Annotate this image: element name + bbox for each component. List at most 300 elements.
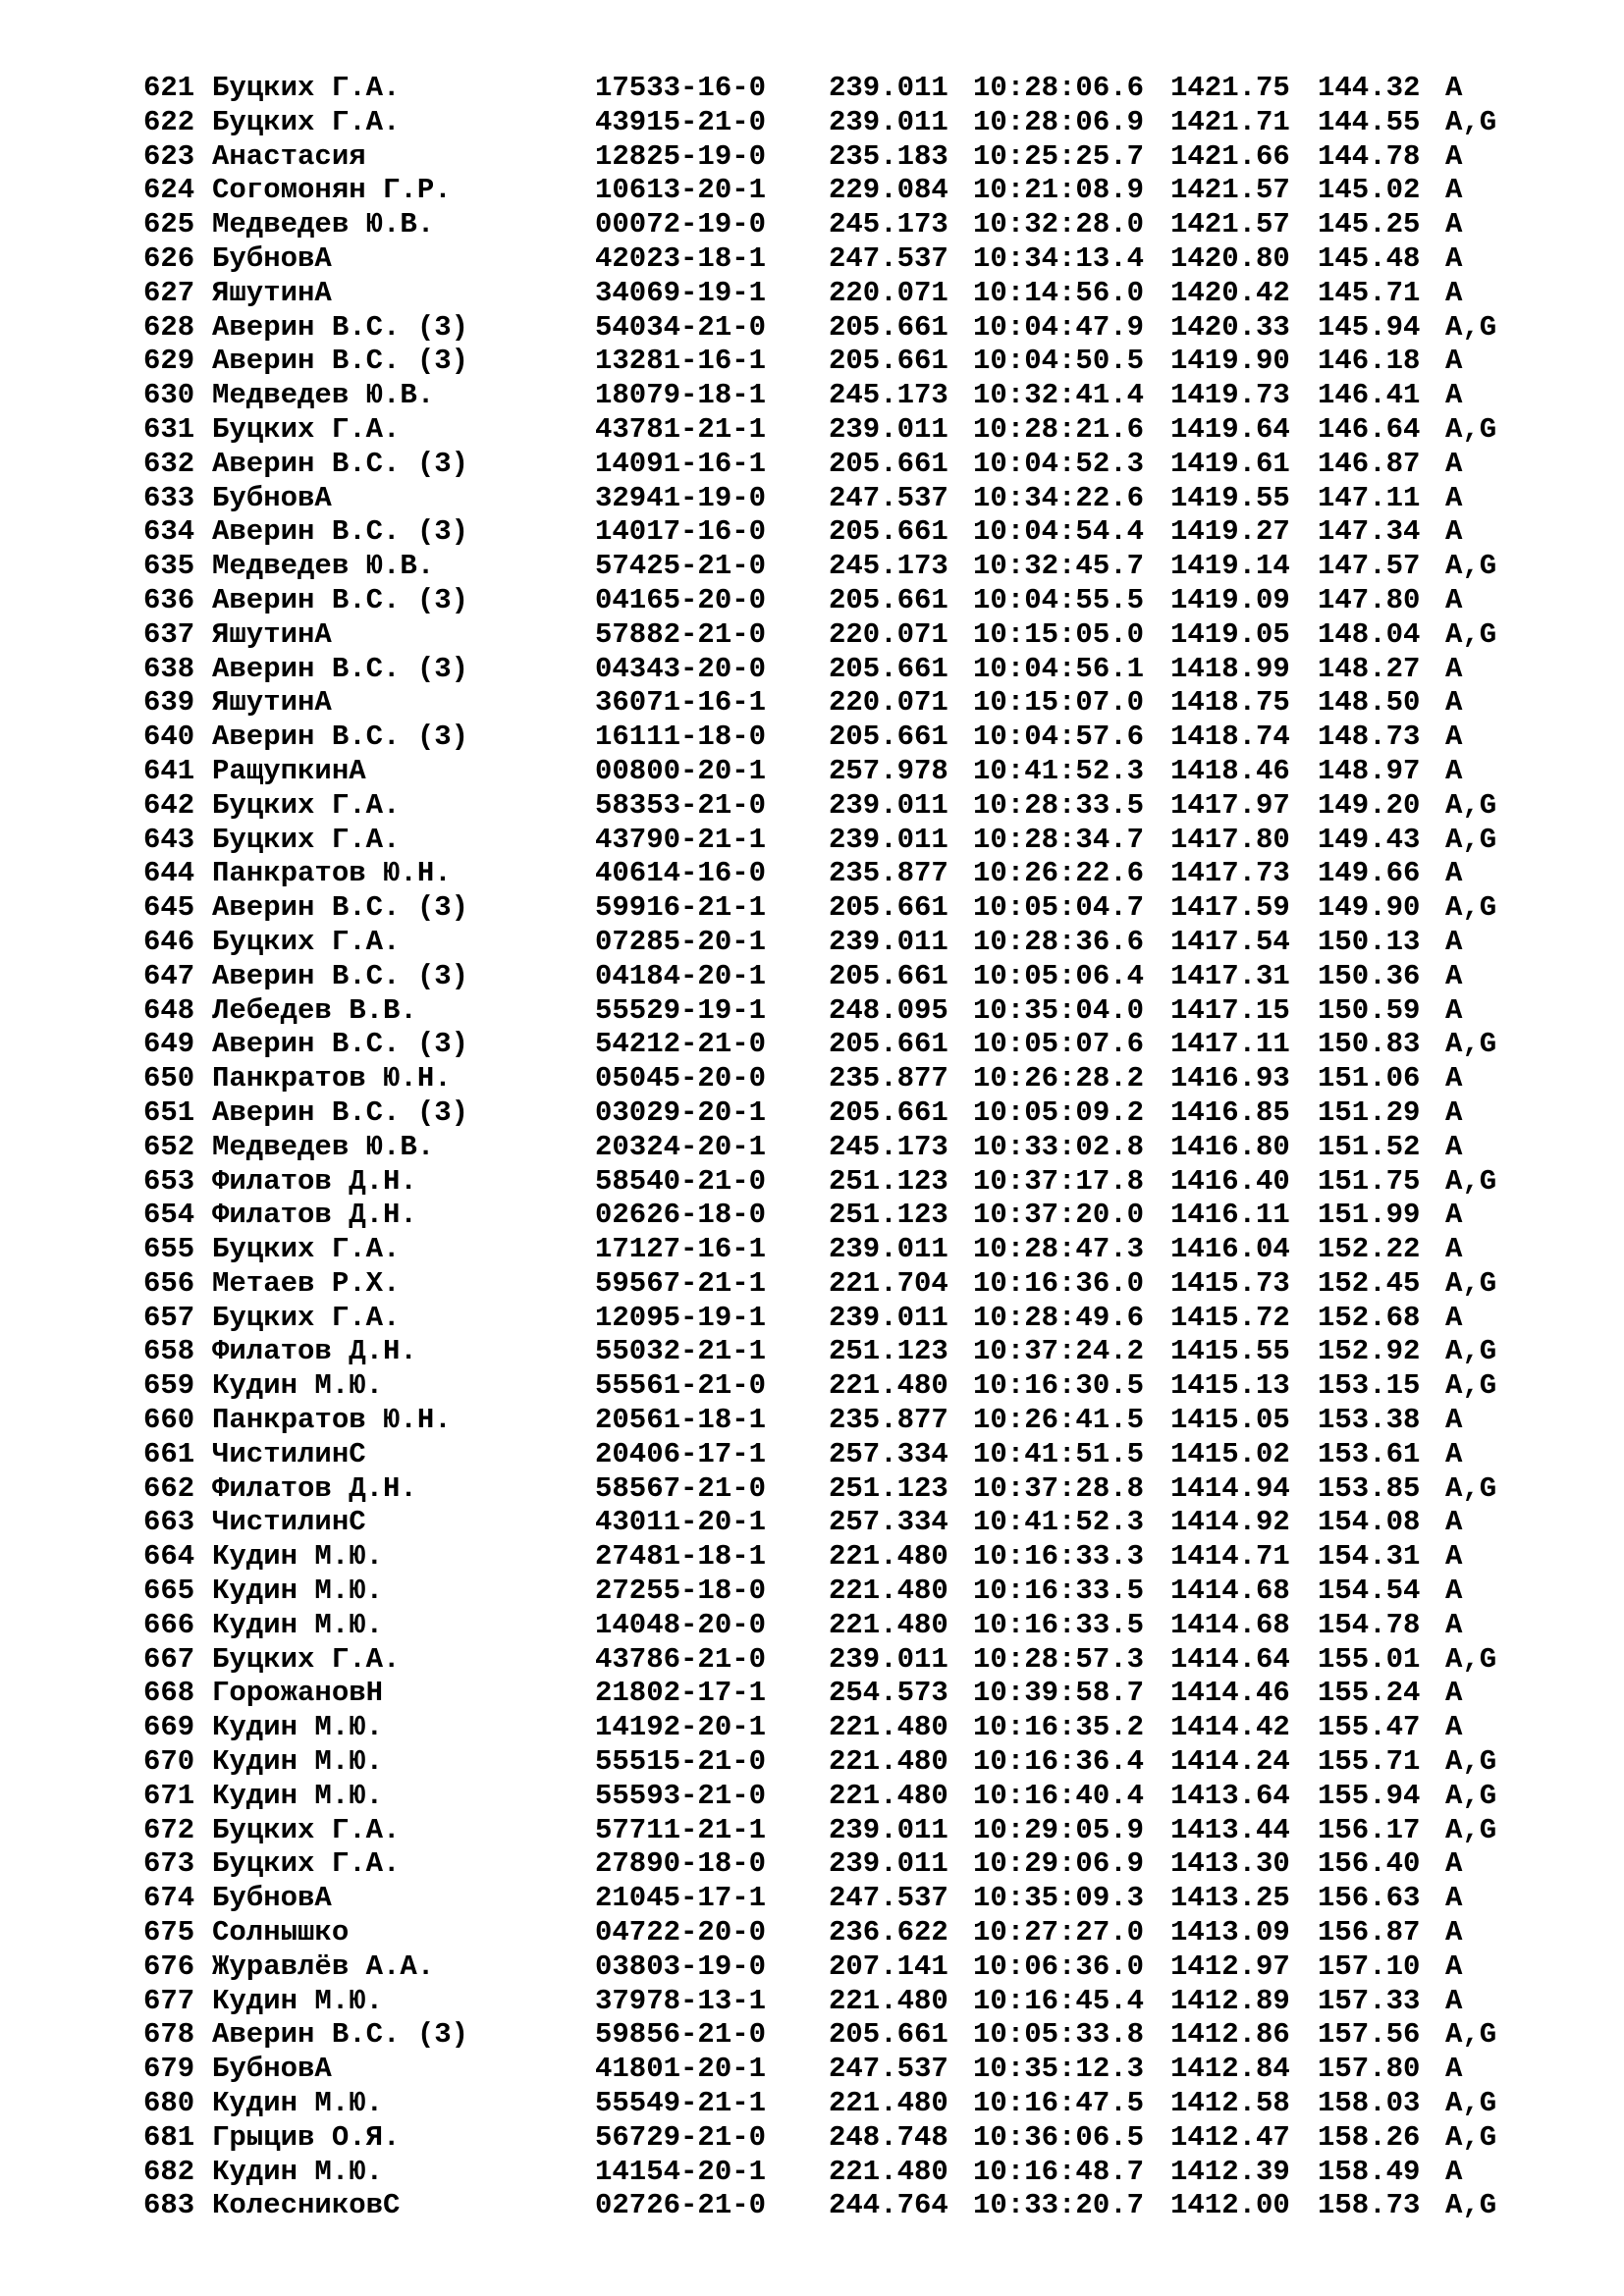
flag-cell: A bbox=[1445, 652, 1463, 685]
ring-number-cell: 17533-16-0 bbox=[595, 72, 767, 104]
speed-cell: 1417.54 bbox=[1170, 925, 1290, 958]
arrival-time-cell: 10:05:09.2 bbox=[973, 1095, 1145, 1129]
coefficient-cell: 158.73 bbox=[1318, 2189, 1421, 2222]
distance-cell: 247.537 bbox=[829, 1882, 948, 1915]
arrival-time-cell: 10:28:34.7 bbox=[973, 823, 1145, 856]
place-cell: 682 bbox=[143, 2155, 195, 2188]
fancier-name-cell: Медведев Ю.В. bbox=[212, 379, 435, 412]
place-cell: 672 bbox=[143, 1813, 195, 1846]
arrival-time-cell: 10:39:58.7 bbox=[973, 1677, 1145, 1710]
place-cell: 641 bbox=[143, 754, 195, 787]
ring-number-cell: 58353-21-0 bbox=[595, 788, 767, 822]
table-row bbox=[143, 1985, 1524, 2019]
fancier-name-cell: БубновА bbox=[212, 2053, 332, 2086]
fancier-name-cell: Медведев Ю.В. bbox=[212, 550, 435, 583]
place-cell: 680 bbox=[143, 2087, 195, 2120]
flag-cell: A bbox=[1445, 1677, 1463, 1710]
fancier-name-cell: Кудин М.Ю. bbox=[212, 1711, 384, 1744]
arrival-time-cell: 10:04:57.6 bbox=[973, 721, 1145, 754]
coefficient-cell: 151.29 bbox=[1318, 1095, 1421, 1129]
speed-cell: 1415.55 bbox=[1170, 1335, 1290, 1368]
fancier-name-cell: Буцких Г.А. bbox=[212, 1642, 401, 1676]
place-cell: 662 bbox=[143, 1471, 195, 1505]
place-cell: 645 bbox=[143, 891, 195, 925]
coefficient-cell: 154.31 bbox=[1318, 1540, 1421, 1574]
fancier-name-cell: Аверин В.С. (3) bbox=[212, 721, 469, 754]
ring-number-cell: 20561-18-1 bbox=[595, 1404, 767, 1437]
distance-cell: 257.334 bbox=[829, 1437, 948, 1470]
distance-cell: 221.480 bbox=[829, 1779, 948, 1812]
coefficient-cell: 158.26 bbox=[1318, 2120, 1421, 2154]
flag-cell: A bbox=[1445, 1984, 1463, 2017]
place-cell: 652 bbox=[143, 1130, 195, 1163]
arrival-time-cell: 10:15:05.0 bbox=[973, 617, 1145, 651]
speed-cell: 1414.92 bbox=[1170, 1506, 1290, 1539]
flag-cell: A,G bbox=[1445, 1471, 1497, 1505]
coefficient-cell: 156.63 bbox=[1318, 1882, 1421, 1915]
distance-cell: 205.661 bbox=[829, 447, 948, 480]
arrival-time-cell: 10:37:17.8 bbox=[973, 1164, 1145, 1198]
fancier-name-cell: Грыцив О.Я. bbox=[212, 2120, 401, 2154]
coefficient-cell: 146.18 bbox=[1318, 345, 1421, 378]
distance-cell: 239.011 bbox=[829, 925, 948, 958]
arrival-time-cell: 10:32:41.4 bbox=[973, 379, 1145, 412]
place-cell: 626 bbox=[143, 241, 195, 275]
distance-cell: 239.011 bbox=[829, 105, 948, 138]
flag-cell: A bbox=[1445, 1095, 1463, 1129]
speed-cell: 1414.68 bbox=[1170, 1575, 1290, 1608]
distance-cell: 205.661 bbox=[829, 345, 948, 378]
place-cell: 639 bbox=[143, 686, 195, 720]
ring-number-cell: 14048-20-0 bbox=[595, 1608, 767, 1641]
arrival-time-cell: 10:25:25.7 bbox=[973, 139, 1145, 173]
flag-cell: A,G bbox=[1445, 550, 1497, 583]
table-row bbox=[143, 1131, 1524, 1165]
arrival-time-cell: 10:16:33.5 bbox=[973, 1575, 1145, 1608]
fancier-name-cell: РащупкинА bbox=[212, 754, 366, 787]
fancier-name-cell: Буцких Г.А. bbox=[212, 412, 401, 446]
table-row bbox=[143, 1609, 1524, 1643]
arrival-time-cell: 10:36:06.5 bbox=[973, 2120, 1145, 2154]
table-row bbox=[143, 1506, 1524, 1540]
distance-cell: 221.480 bbox=[829, 1608, 948, 1641]
distance-cell: 220.071 bbox=[829, 276, 948, 309]
ring-number-cell: 21045-17-1 bbox=[595, 1882, 767, 1915]
speed-cell: 1413.25 bbox=[1170, 1882, 1290, 1915]
distance-cell: 257.978 bbox=[829, 754, 948, 787]
ring-number-cell: 04184-20-1 bbox=[595, 959, 767, 992]
speed-cell: 1412.58 bbox=[1170, 2087, 1290, 2120]
arrival-time-cell: 10:35:12.3 bbox=[973, 2053, 1145, 2086]
table-row bbox=[143, 1575, 1524, 1609]
speed-cell: 1419.64 bbox=[1170, 412, 1290, 446]
arrival-time-cell: 10:04:56.1 bbox=[973, 652, 1145, 685]
place-cell: 650 bbox=[143, 1062, 195, 1095]
speed-cell: 1421.71 bbox=[1170, 105, 1290, 138]
table-row bbox=[143, 857, 1524, 891]
fancier-name-cell: ЧистилинС bbox=[212, 1506, 366, 1539]
distance-cell: 254.573 bbox=[829, 1677, 948, 1710]
fancier-name-cell: Филатов Д.Н. bbox=[212, 1471, 417, 1505]
coefficient-cell: 151.75 bbox=[1318, 1164, 1421, 1198]
ring-number-cell: 27890-18-0 bbox=[595, 1847, 767, 1881]
speed-cell: 1416.04 bbox=[1170, 1233, 1290, 1266]
table-row bbox=[143, 1233, 1524, 1267]
fancier-name-cell: Буцких Г.А. bbox=[212, 925, 401, 958]
table-row bbox=[143, 1780, 1524, 1814]
arrival-time-cell: 10:37:20.0 bbox=[973, 1199, 1145, 1232]
ring-number-cell: 03803-19-0 bbox=[595, 1949, 767, 1983]
coefficient-cell: 155.01 bbox=[1318, 1642, 1421, 1676]
coefficient-cell: 144.78 bbox=[1318, 139, 1421, 173]
place-cell: 673 bbox=[143, 1847, 195, 1881]
arrival-time-cell: 10:26:41.5 bbox=[973, 1404, 1145, 1437]
coefficient-cell: 148.97 bbox=[1318, 754, 1421, 787]
arrival-time-cell: 10:16:45.4 bbox=[973, 1984, 1145, 2017]
coefficient-cell: 149.43 bbox=[1318, 823, 1421, 856]
place-cell: 624 bbox=[143, 174, 195, 207]
place-cell: 675 bbox=[143, 1916, 195, 1949]
coefficient-cell: 156.17 bbox=[1318, 1813, 1421, 1846]
fancier-name-cell: Филатов Д.Н. bbox=[212, 1164, 417, 1198]
distance-cell: 220.071 bbox=[829, 617, 948, 651]
fancier-name-cell: Аверин В.С. (3) bbox=[212, 959, 469, 992]
distance-cell: 257.334 bbox=[829, 1506, 948, 1539]
speed-cell: 1417.11 bbox=[1170, 1028, 1290, 1061]
ring-number-cell: 20406-17-1 bbox=[595, 1437, 767, 1470]
speed-cell: 1418.99 bbox=[1170, 652, 1290, 685]
distance-cell: 205.661 bbox=[829, 721, 948, 754]
coefficient-cell: 150.59 bbox=[1318, 993, 1421, 1027]
fancier-name-cell: ЯшутинА bbox=[212, 276, 332, 309]
fancier-name-cell: Согомонян Г.Р. bbox=[212, 174, 452, 207]
coefficient-cell: 152.45 bbox=[1318, 1266, 1421, 1300]
coefficient-cell: 153.61 bbox=[1318, 1437, 1421, 1470]
speed-cell: 1416.40 bbox=[1170, 1164, 1290, 1198]
coefficient-cell: 155.24 bbox=[1318, 1677, 1421, 1710]
coefficient-cell: 150.13 bbox=[1318, 925, 1421, 958]
distance-cell: 239.011 bbox=[829, 72, 948, 104]
arrival-time-cell: 10:29:06.9 bbox=[973, 1847, 1145, 1881]
coefficient-cell: 148.04 bbox=[1318, 617, 1421, 651]
table-row bbox=[143, 1062, 1524, 1096]
distance-cell: 221.480 bbox=[829, 1540, 948, 1574]
fancier-name-cell: Кудин М.Ю. bbox=[212, 1540, 384, 1574]
coefficient-cell: 157.33 bbox=[1318, 1984, 1421, 2017]
speed-cell: 1419.05 bbox=[1170, 617, 1290, 651]
table-row bbox=[143, 1438, 1524, 1472]
arrival-time-cell: 10:41:52.3 bbox=[973, 754, 1145, 787]
table-row bbox=[143, 1540, 1524, 1575]
table-row bbox=[143, 242, 1524, 277]
ring-number-cell: 14192-20-1 bbox=[595, 1711, 767, 1744]
distance-cell: 205.661 bbox=[829, 310, 948, 344]
coefficient-cell: 155.71 bbox=[1318, 1745, 1421, 1779]
fancier-name-cell: Аверин В.С. (3) bbox=[212, 310, 469, 344]
ring-number-cell: 43781-21-1 bbox=[595, 412, 767, 446]
arrival-time-cell: 10:32:45.7 bbox=[973, 550, 1145, 583]
place-cell: 659 bbox=[143, 1369, 195, 1403]
arrival-time-cell: 10:33:02.8 bbox=[973, 1130, 1145, 1163]
arrival-time-cell: 10:21:08.9 bbox=[973, 174, 1145, 207]
place-cell: 676 bbox=[143, 1949, 195, 1983]
fancier-name-cell: ЯшутинА bbox=[212, 686, 332, 720]
arrival-time-cell: 10:16:33.5 bbox=[973, 1608, 1145, 1641]
flag-cell: A bbox=[1445, 1882, 1463, 1915]
place-cell: 631 bbox=[143, 412, 195, 446]
fancier-name-cell: Кудин М.Ю. bbox=[212, 1369, 384, 1403]
ring-number-cell: 27255-18-0 bbox=[595, 1575, 767, 1608]
fancier-name-cell: Аверин В.С. (3) bbox=[212, 515, 469, 549]
coefficient-cell: 151.99 bbox=[1318, 1199, 1421, 1232]
distance-cell: 205.661 bbox=[829, 515, 948, 549]
distance-cell: 205.661 bbox=[829, 959, 948, 992]
coefficient-cell: 155.94 bbox=[1318, 1779, 1421, 1812]
ring-number-cell: 37978-13-1 bbox=[595, 1984, 767, 2017]
ring-number-cell: 42023-18-1 bbox=[595, 241, 767, 275]
flag-cell: A bbox=[1445, 583, 1463, 616]
distance-cell: 205.661 bbox=[829, 1028, 948, 1061]
arrival-time-cell: 10:28:57.3 bbox=[973, 1642, 1145, 1676]
flag-cell: A bbox=[1445, 1199, 1463, 1232]
ring-number-cell: 43790-21-1 bbox=[595, 823, 767, 856]
speed-cell: 1420.42 bbox=[1170, 276, 1290, 309]
place-cell: 670 bbox=[143, 1745, 195, 1779]
flag-cell: A,G bbox=[1445, 105, 1497, 138]
place-cell: 660 bbox=[143, 1404, 195, 1437]
ring-number-cell: 59856-21-0 bbox=[595, 2018, 767, 2052]
table-row bbox=[143, 106, 1524, 140]
flag-cell: A,G bbox=[1445, 788, 1497, 822]
coefficient-cell: 146.41 bbox=[1318, 379, 1421, 412]
ring-number-cell: 17127-16-1 bbox=[595, 1233, 767, 1266]
distance-cell: 220.071 bbox=[829, 686, 948, 720]
flag-cell: A bbox=[1445, 721, 1463, 754]
arrival-time-cell: 10:28:21.6 bbox=[973, 412, 1145, 446]
distance-cell: 239.011 bbox=[829, 1301, 948, 1334]
arrival-time-cell: 10:16:36.4 bbox=[973, 1745, 1145, 1779]
coefficient-cell: 149.20 bbox=[1318, 788, 1421, 822]
fancier-name-cell: Анастасия bbox=[212, 139, 366, 173]
ring-number-cell: 14154-20-1 bbox=[595, 2155, 767, 2188]
place-cell: 636 bbox=[143, 583, 195, 616]
place-cell: 679 bbox=[143, 2053, 195, 2086]
place-cell: 683 bbox=[143, 2189, 195, 2222]
speed-cell: 1420.33 bbox=[1170, 310, 1290, 344]
flag-cell: A,G bbox=[1445, 617, 1497, 651]
speed-cell: 1413.30 bbox=[1170, 1847, 1290, 1881]
flag-cell: A bbox=[1445, 1540, 1463, 1574]
speed-cell: 1417.31 bbox=[1170, 959, 1290, 992]
ring-number-cell: 12095-19-1 bbox=[595, 1301, 767, 1334]
place-cell: 628 bbox=[143, 310, 195, 344]
distance-cell: 221.480 bbox=[829, 1711, 948, 1744]
ring-number-cell: 21802-17-1 bbox=[595, 1677, 767, 1710]
fancier-name-cell: БубновА bbox=[212, 481, 332, 514]
table-row bbox=[143, 824, 1524, 858]
fancier-name-cell: Аверин В.С. (3) bbox=[212, 447, 469, 480]
table-row bbox=[143, 379, 1524, 413]
distance-cell: 251.123 bbox=[829, 1471, 948, 1505]
fancier-name-cell: Филатов Д.Н. bbox=[212, 1335, 417, 1368]
place-cell: 663 bbox=[143, 1506, 195, 1539]
ring-number-cell: 04165-20-0 bbox=[595, 583, 767, 616]
fancier-name-cell: ЧистилинС bbox=[212, 1437, 366, 1470]
place-cell: 656 bbox=[143, 1266, 195, 1300]
speed-cell: 1417.59 bbox=[1170, 891, 1290, 925]
speed-cell: 1413.44 bbox=[1170, 1813, 1290, 1846]
table-row bbox=[143, 2156, 1524, 2190]
flag-cell: A bbox=[1445, 857, 1463, 890]
table-row bbox=[143, 1199, 1524, 1233]
ring-number-cell: 56729-21-0 bbox=[595, 2120, 767, 2154]
coefficient-cell: 146.64 bbox=[1318, 412, 1421, 446]
ring-number-cell: 41801-20-1 bbox=[595, 2053, 767, 2086]
table-row bbox=[143, 140, 1524, 175]
speed-cell: 1417.15 bbox=[1170, 993, 1290, 1027]
distance-cell: 235.877 bbox=[829, 1062, 948, 1095]
distance-cell: 221.480 bbox=[829, 2155, 948, 2188]
place-cell: 661 bbox=[143, 1437, 195, 1470]
speed-cell: 1414.46 bbox=[1170, 1677, 1290, 1710]
arrival-time-cell: 10:05:04.7 bbox=[973, 891, 1145, 925]
distance-cell: 247.537 bbox=[829, 241, 948, 275]
table-row bbox=[143, 1302, 1524, 1336]
coefficient-cell: 158.49 bbox=[1318, 2155, 1421, 2188]
coefficient-cell: 153.85 bbox=[1318, 1471, 1421, 1505]
arrival-time-cell: 10:04:55.5 bbox=[973, 583, 1145, 616]
table-row bbox=[143, 1165, 1524, 1200]
table-row bbox=[143, 174, 1524, 208]
place-cell: 642 bbox=[143, 788, 195, 822]
ring-number-cell: 02726-21-0 bbox=[595, 2189, 767, 2222]
flag-cell: A bbox=[1445, 2053, 1463, 2086]
flag-cell: A bbox=[1445, 345, 1463, 378]
coefficient-cell: 150.36 bbox=[1318, 959, 1421, 992]
table-row bbox=[143, 994, 1524, 1029]
fancier-name-cell: БубновА bbox=[212, 1882, 332, 1915]
flag-cell: A bbox=[1445, 1711, 1463, 1744]
arrival-time-cell: 10:16:30.5 bbox=[973, 1369, 1145, 1403]
fancier-name-cell: Буцких Г.А. bbox=[212, 72, 401, 104]
place-cell: 633 bbox=[143, 481, 195, 514]
place-cell: 665 bbox=[143, 1575, 195, 1608]
flag-cell: A bbox=[1445, 2155, 1463, 2188]
coefficient-cell: 151.52 bbox=[1318, 1130, 1421, 1163]
table-row bbox=[143, 789, 1524, 824]
arrival-time-cell: 10:04:54.4 bbox=[973, 515, 1145, 549]
table-row bbox=[143, 72, 1524, 106]
flag-cell: A bbox=[1445, 959, 1463, 992]
fancier-name-cell: Аверин В.С. (3) bbox=[212, 891, 469, 925]
speed-cell: 1415.02 bbox=[1170, 1437, 1290, 1470]
place-cell: 640 bbox=[143, 721, 195, 754]
table-row bbox=[143, 515, 1524, 550]
fancier-name-cell: Буцких Г.А. bbox=[212, 1847, 401, 1881]
place-cell: 627 bbox=[143, 276, 195, 309]
distance-cell: 247.537 bbox=[829, 481, 948, 514]
table-row bbox=[143, 1643, 1524, 1678]
coefficient-cell: 154.08 bbox=[1318, 1506, 1421, 1539]
place-cell: 657 bbox=[143, 1301, 195, 1334]
fancier-name-cell: ЯшутинА bbox=[212, 617, 332, 651]
flag-cell: A bbox=[1445, 515, 1463, 549]
table-row bbox=[143, 550, 1524, 584]
ring-number-cell: 55529-19-1 bbox=[595, 993, 767, 1027]
ring-number-cell: 58567-21-0 bbox=[595, 1471, 767, 1505]
arrival-time-cell: 10:28:06.6 bbox=[973, 72, 1145, 104]
flag-cell: A bbox=[1445, 993, 1463, 1027]
arrival-time-cell: 10:41:51.5 bbox=[973, 1437, 1145, 1470]
flag-cell: A bbox=[1445, 1233, 1463, 1266]
place-cell: 644 bbox=[143, 857, 195, 890]
ring-number-cell: 05045-20-0 bbox=[595, 1062, 767, 1095]
fancier-name-cell: Буцких Г.А. bbox=[212, 1813, 401, 1846]
distance-cell: 239.011 bbox=[829, 1233, 948, 1266]
speed-cell: 1412.47 bbox=[1170, 2120, 1290, 2154]
flag-cell: A,G bbox=[1445, 1335, 1497, 1368]
table-row bbox=[143, 2121, 1524, 2156]
flag-cell: A bbox=[1445, 686, 1463, 720]
place-cell: 664 bbox=[143, 1540, 195, 1574]
coefficient-cell: 148.73 bbox=[1318, 721, 1421, 754]
table-row bbox=[143, 2087, 1524, 2121]
coefficient-cell: 152.68 bbox=[1318, 1301, 1421, 1334]
table-row bbox=[143, 1369, 1524, 1404]
fancier-name-cell: Буцких Г.А. bbox=[212, 1233, 401, 1266]
place-cell: 668 bbox=[143, 1677, 195, 1710]
fancier-name-cell: Буцких Г.А. bbox=[212, 823, 401, 856]
place-cell: 623 bbox=[143, 139, 195, 173]
arrival-time-cell: 10:05:33.8 bbox=[973, 2018, 1145, 2052]
coefficient-cell: 145.71 bbox=[1318, 276, 1421, 309]
place-cell: 648 bbox=[143, 993, 195, 1027]
distance-cell: 239.011 bbox=[829, 823, 948, 856]
speed-cell: 1419.73 bbox=[1170, 379, 1290, 412]
place-cell: 632 bbox=[143, 447, 195, 480]
coefficient-cell: 154.78 bbox=[1318, 1608, 1421, 1641]
fancier-name-cell: Кудин М.Ю. bbox=[212, 1745, 384, 1779]
arrival-time-cell: 10:29:05.9 bbox=[973, 1813, 1145, 1846]
flag-cell: A bbox=[1445, 1301, 1463, 1334]
distance-cell: 205.661 bbox=[829, 652, 948, 685]
arrival-time-cell: 10:26:22.6 bbox=[973, 857, 1145, 890]
flag-cell: A bbox=[1445, 1847, 1463, 1881]
speed-cell: 1414.94 bbox=[1170, 1471, 1290, 1505]
coefficient-cell: 156.87 bbox=[1318, 1916, 1421, 1949]
results-table bbox=[143, 72, 1524, 2223]
table-row bbox=[143, 2018, 1524, 2053]
coefficient-cell: 149.66 bbox=[1318, 857, 1421, 890]
speed-cell: 1419.27 bbox=[1170, 515, 1290, 549]
table-row bbox=[143, 448, 1524, 482]
table-row bbox=[143, 345, 1524, 379]
ring-number-cell: 57882-21-0 bbox=[595, 617, 767, 651]
table-row bbox=[143, 208, 1524, 242]
fancier-name-cell: Панкратов Ю.Н. bbox=[212, 1062, 452, 1095]
coefficient-cell: 152.92 bbox=[1318, 1335, 1421, 1368]
fancier-name-cell: Кудин М.Ю. bbox=[212, 2155, 384, 2188]
ring-number-cell: 04722-20-0 bbox=[595, 1916, 767, 1949]
distance-cell: 221.704 bbox=[829, 1266, 948, 1300]
arrival-time-cell: 10:04:50.5 bbox=[973, 345, 1145, 378]
flag-cell: A,G bbox=[1445, 1028, 1497, 1061]
distance-cell: 251.123 bbox=[829, 1335, 948, 1368]
place-cell: 637 bbox=[143, 617, 195, 651]
distance-cell: 221.480 bbox=[829, 2087, 948, 2120]
distance-cell: 205.661 bbox=[829, 2018, 948, 2052]
fancier-name-cell: Кудин М.Ю. bbox=[212, 1779, 384, 1812]
